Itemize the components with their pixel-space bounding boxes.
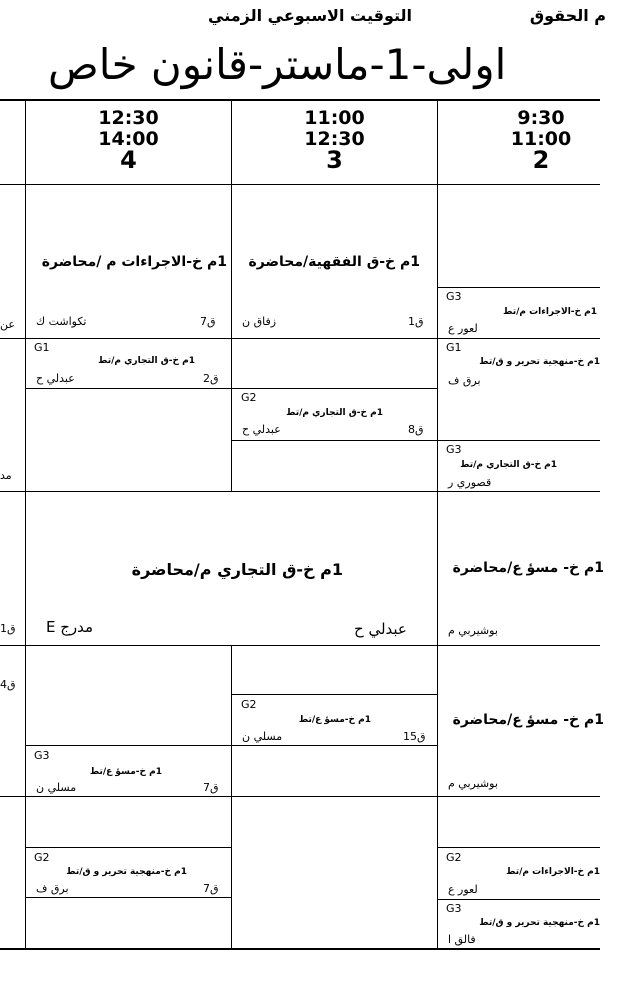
slot-header-3 [232, 107, 437, 174]
room-label: ق7 [203, 781, 219, 794]
room-label: ق15 [403, 730, 426, 743]
teacher-label: تكواشت ك [36, 315, 87, 328]
teacher-label: لعور ع [448, 883, 478, 896]
timing-label: التوقيت الاسبوعي الزمني [208, 6, 413, 25]
grid-line [231, 645, 232, 949]
subject-label: 1م خ-ق التجاري م/تط [98, 356, 195, 366]
lecture-title: 1م خ- مسؤ ع/محاضرة [452, 712, 604, 728]
grid-line [437, 440, 600, 441]
edge-text: عن [0, 318, 15, 331]
teacher-label: برق ف [448, 374, 481, 387]
grid-line [231, 745, 437, 746]
slot-end: 14:00 [98, 128, 159, 150]
teacher-label: عبدلي ح [242, 423, 281, 436]
teacher-label: فالق ا [448, 933, 476, 946]
group-label: G3 [34, 749, 50, 762]
page-title: اولى-1-ماستر-قانون خاص [48, 40, 507, 89]
grid-line [437, 899, 600, 900]
lecture-title: 1م خ-الاجراءات م /محاضرة [41, 254, 227, 270]
slot-end: 11:00 [510, 128, 572, 150]
grid-line [437, 847, 600, 848]
grid-line [0, 645, 600, 646]
room-label: ق1 [408, 315, 424, 328]
slot-end: 12:30 [304, 128, 365, 150]
room-label: ق7 [203, 882, 219, 895]
grid-line [25, 745, 231, 746]
subject-label: 1م خ-منهجية تحرير و ق/تط [479, 918, 600, 928]
teacher-label: زفاق ن [242, 315, 277, 328]
teacher-label: لعور ع [448, 322, 478, 335]
slot-start: 12:30 [98, 107, 159, 129]
room-label: ق2 [203, 372, 219, 385]
subject-label: 1م خ-مسؤ ع/تط [298, 715, 371, 725]
edge-text: ق1 [0, 622, 16, 635]
grid-line [0, 99, 600, 101]
teacher-label: مسلي ن [36, 781, 77, 794]
subject-label: 1م خ-ق التجاري م/تط [460, 460, 557, 470]
grid-line [0, 184, 600, 185]
teacher-label: بوشيربي م [448, 777, 498, 790]
slot-header-2 [438, 107, 644, 174]
group-label: G3 [446, 443, 462, 456]
teacher-label: قصوري ر [448, 476, 492, 489]
slot-number: 3 [326, 146, 343, 174]
lecture-title: 1م خ- مسؤ ع/محاضرة [452, 560, 604, 576]
slot-number: 2 [532, 146, 550, 174]
hall-label: مدرج E [46, 618, 94, 636]
grid-line [437, 338, 600, 339]
grid-line [437, 287, 600, 288]
subject-label: 1م خ-منهجية تحرير و ق/تط [479, 357, 600, 367]
room-label: ق7 [200, 315, 216, 328]
group-label: G3 [446, 902, 462, 915]
grid-line [25, 99, 26, 949]
teacher-label: مسلي ن [242, 730, 283, 743]
grid-line [231, 694, 437, 695]
teacher-label: عبدلي ح [354, 620, 407, 638]
edge-text: مد [0, 469, 12, 482]
grid-line [0, 338, 437, 339]
edge-text: ق4 [0, 678, 16, 691]
slot-start: 11:00 [304, 107, 365, 129]
grid-line [231, 388, 437, 389]
group-label: G1 [446, 341, 462, 354]
group-label: G2 [241, 391, 257, 404]
slot-number: 4 [120, 146, 137, 174]
teacher-label: عبدلي ح [36, 372, 75, 385]
slot-header-4 [26, 107, 231, 174]
grid-line [0, 796, 600, 797]
group-label: G3 [446, 290, 462, 303]
lecture-title: 1م خ-ق التجاري م/محاضرة [131, 560, 343, 579]
teacher-label: بوشيربي م [448, 624, 498, 637]
teacher-label: برق ف [36, 882, 69, 895]
group-label: G1 [34, 341, 50, 354]
grid-line [0, 491, 600, 492]
grid-line [25, 897, 231, 898]
department-label: م الحقوق [529, 6, 606, 25]
group-label: G2 [446, 851, 462, 864]
group-label: G2 [241, 698, 257, 711]
subject-label: 1م خ-الاجراءات م/تط [503, 307, 597, 317]
subject-label: 1م خ-مسؤ ع/تط [89, 767, 162, 777]
slot-start: 9:30 [517, 107, 565, 129]
grid-line [231, 440, 437, 441]
group-label: G2 [34, 851, 50, 864]
subject-label: 1م خ-منهجية تحرير و ق/تط [66, 867, 187, 877]
subject-label: 1م خ-ق التجاري م/تط [286, 408, 383, 418]
grid-line [0, 948, 600, 950]
room-label: ق8 [408, 423, 424, 436]
lecture-title: 1م خ-ق الفقهية/محاضرة [248, 254, 420, 270]
grid-line [25, 847, 231, 848]
subject-label: 1م خ-الاجراءات م/تط [506, 867, 600, 877]
grid-line [437, 99, 438, 949]
grid-line [25, 388, 231, 389]
